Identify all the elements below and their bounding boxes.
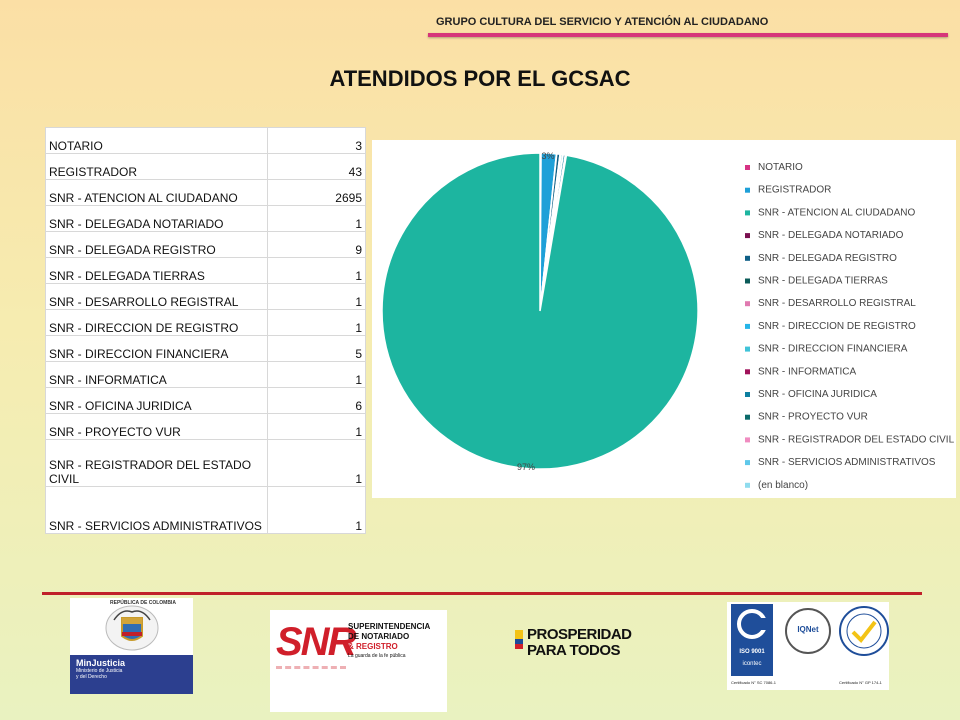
table-cell-label: SNR - SERVICIOS ADMINISTRATIVOS [46, 487, 268, 534]
legend-swatch [745, 324, 750, 329]
legend-swatch [745, 210, 750, 215]
iso-text: ISO 9001 [739, 649, 765, 655]
legend-swatch [745, 460, 750, 465]
table-row [46, 128, 366, 154]
flag-red-bar [515, 644, 523, 649]
page-title: ATENDIDOS POR EL GCSAC [329, 66, 631, 91]
table-cell-value: 43 [268, 154, 366, 180]
table-row [46, 258, 366, 284]
table-cell-label: SNR - INFORMATICA [46, 362, 268, 388]
table-cell-label: SNR - REGISTRADOR DEL ESTADO CIVIL [46, 440, 268, 487]
prosperidad-logo [515, 626, 645, 662]
table-cell-label: SNR - ATENCION AL CIUDADANO [46, 180, 268, 206]
legend-label: SNR - DESARROLLO REGISTRAL [758, 298, 916, 310]
table-row [46, 310, 366, 336]
legend-label: NOTARIO [758, 162, 803, 173]
legend-label: SNR - OFICINA JURIDICA [758, 389, 877, 400]
group-header-text: GRUPO CULTURA DEL SERVICIO Y ATENCIÓN AL CIUDADANO [436, 16, 769, 28]
table-cell-label: NOTARIO [46, 128, 268, 154]
legend-label: SNR - DIRECCION DE REGISTRO [758, 320, 916, 332]
legend-label: SNR - REGISTRADOR DEL ESTADO CIVIL [758, 434, 955, 446]
legend-swatch [745, 301, 750, 306]
snr-mark: SNR [276, 620, 355, 664]
table-row [46, 362, 366, 388]
table-cell-label: REGISTRADOR [46, 154, 268, 180]
pie-chart [372, 140, 956, 498]
table-row [46, 440, 366, 487]
snr-line4: La guarda de la fe pública [348, 653, 406, 659]
data-table [45, 127, 366, 534]
table-cell-value: 1 [268, 440, 366, 487]
snr-line2: DE NOTARIADO [348, 632, 410, 641]
coat-of-arms-icon [70, 598, 193, 653]
minjusticia-top-text: REPÚBLICA DE COLOMBIA [110, 600, 176, 606]
legend-label: SNR - ATENCION AL CIUDADANO [758, 207, 916, 219]
minjusticia-name: MinJusticia [76, 658, 126, 668]
snr-reflection [276, 666, 346, 699]
table-row [46, 414, 366, 440]
gp-seal [839, 606, 889, 656]
minjusticia-logo [70, 598, 193, 694]
legend-label: SNR - SERVICIOS ADMINISTRATIVOS [758, 457, 936, 469]
icontec-badge [731, 604, 773, 676]
legend-swatch [745, 483, 750, 488]
legend-label: SNR - DELEGADA NOTARIADO [758, 230, 904, 242]
prosperidad-line1: PROSPERIDAD [527, 626, 632, 643]
legend-label: SNR - DELEGADA TIERRAS [758, 275, 888, 287]
iqnet-seal [785, 608, 831, 654]
table-row [46, 206, 366, 232]
legend-swatch [745, 347, 750, 352]
table-cell-value: 1 [268, 310, 366, 336]
table-cell-value: 1 [268, 362, 366, 388]
table-row [46, 284, 366, 310]
legend-swatch [745, 279, 750, 284]
legend-swatch [745, 233, 750, 238]
pie-data-label: 97% [516, 462, 536, 472]
legend-label: SNR - DELEGADA REGISTRO [758, 252, 897, 264]
table-row [46, 336, 366, 362]
cert-number-1: Certificado N° SC 7086-1 [731, 680, 776, 685]
table-cell-value: 1 [268, 414, 366, 440]
table-row [46, 388, 366, 414]
legend-label: REGISTRADOR [758, 184, 832, 196]
table-cell-value: 1 [268, 284, 366, 310]
table-cell-value: 1 [268, 258, 366, 284]
minjusticia-line2: y del Derecho [76, 674, 107, 680]
flag-yellow-bar [515, 630, 523, 639]
legend-swatch [745, 392, 750, 397]
footer-divider [42, 592, 922, 595]
table-cell-value: 1 [268, 487, 366, 534]
icontec-text: icontec [742, 661, 762, 667]
table-cell-value: 9 [268, 232, 366, 258]
chart-area [372, 140, 956, 498]
table-cell-value: 6 [268, 388, 366, 414]
iqnet-text: IQNet [797, 625, 819, 634]
minjusticia-line1: Ministerio de Justicia [76, 668, 123, 674]
table-row [46, 180, 366, 206]
table-cell-label: SNR - DIRECCION DE REGISTRO [46, 310, 268, 336]
table-cell-value: 2695 [268, 180, 366, 206]
legend-swatch [745, 188, 750, 193]
legend-label: (en blanco) [758, 479, 809, 491]
table-cell-value: 1 [268, 206, 366, 232]
prosperidad-line2: PARA TODOS [527, 642, 621, 659]
table-cell-value: 5 [268, 336, 366, 362]
table-cell-value: 3 [268, 128, 366, 154]
check-mark-icon [841, 608, 887, 654]
table-cell-label: SNR - DELEGADA TIERRAS [46, 258, 268, 284]
snr-line1: SUPERINTENDENCIA [348, 622, 431, 631]
table-row [46, 487, 366, 534]
legend-label: SNR - INFORMATICA [758, 366, 857, 378]
legend-swatch [745, 437, 750, 442]
header-underline [428, 33, 948, 37]
legend-swatch [745, 165, 750, 170]
certification-logos [727, 602, 889, 690]
table-cell-label: SNR - DESARROLLO REGISTRAL [46, 284, 268, 310]
legend-swatch [745, 415, 750, 420]
table-cell-label: SNR - PROYECTO VUR [46, 414, 268, 440]
legend-swatch [745, 369, 750, 374]
snr-logo [270, 610, 447, 712]
table-cell-label: SNR - DELEGADA NOTARIADO [46, 206, 268, 232]
pie-data-label: 3% [541, 151, 555, 161]
legend-label: SNR - PROYECTO VUR [758, 411, 868, 423]
table-cell-label: SNR - DELEGADA REGISTRO [46, 232, 268, 258]
legend-swatch [745, 256, 750, 261]
table-cell-label: SNR - OFICINA JURIDICA [46, 388, 268, 414]
pie-slice [382, 153, 698, 469]
table-row [46, 232, 366, 258]
cert-number-2: Certificado N° GP 174-1 [839, 680, 882, 685]
table-row [46, 154, 366, 180]
icontec-icon [731, 604, 773, 644]
snr-line3: & REGISTRO [348, 642, 398, 651]
table-cell-label: SNR - DIRECCION FINANCIERA [46, 336, 268, 362]
legend-label: SNR - DIRECCION FINANCIERA [758, 343, 908, 355]
